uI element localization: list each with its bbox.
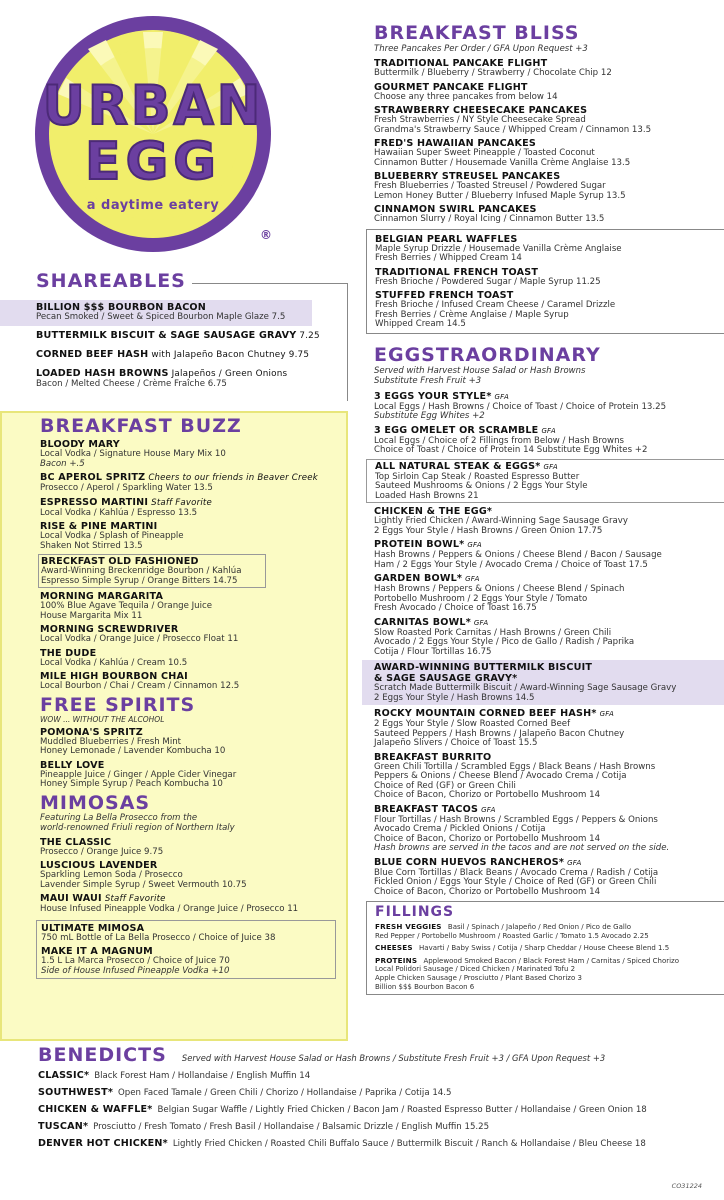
list-item — [40, 727, 346, 757]
item-note: Bacon +.5 — [40, 458, 85, 469]
free-spirits-title: FREE SPIRITS — [40, 693, 196, 716]
item-desc: Fresh Blueberries / Toasted Streusel / Powdered Sugar — [374, 181, 606, 191]
list-item — [40, 648, 346, 669]
item-desc: House Margarita Mix 11 — [40, 610, 143, 621]
item-desc: Choice of Bacon, Chorizo or Portobello Mushroom 14 — [374, 790, 601, 800]
list-item — [40, 521, 346, 551]
fillings-box — [366, 901, 724, 995]
list-item — [40, 860, 346, 890]
item-inline-desc: Jalapeños / Green Onions — [171, 368, 288, 379]
mimosas-bottle-box — [36, 920, 336, 980]
filling-label: FRESH VEGGIES — [375, 922, 442, 931]
item-desc: Green Chili Tortilla / Scrambled Eggs / Black Beans / Hash Browns — [374, 761, 656, 772]
item-name: ESPRESSO MARTINI — [40, 496, 149, 508]
item-desc: Cotija / Flour Tortillas 16.75 — [374, 646, 492, 657]
item-desc: Bacon / Melted Cheese / Crème Fraîche 6.75 — [36, 378, 227, 389]
list-item — [0, 361, 352, 390]
filling-text: Basil / Spinach / Jalapeño / Red Onion / Pico de Gallo — [447, 923, 632, 931]
item-desc: Espresso Simple Syrup / Orange Bitters 14.75 — [41, 575, 238, 586]
filling-text: Havarti / Baby Swiss / Cotija / Sharp Cheddar / House Cheese Blend 1.5 — [419, 944, 670, 953]
logo-wordmark-urban: URBAN — [42, 74, 264, 138]
item-desc: Fresh Brioche / Powdered Sugar / Maple Syrup 11.25 — [375, 276, 601, 287]
item-desc: Black Forest Ham / Hollandaise / English Muffin 14 — [94, 1071, 311, 1081]
item-name: MORNING SCREWDRIVER — [40, 624, 179, 635]
filling-label: CHEESES — [375, 943, 413, 953]
mimosas-subtitle: Featuring La Bella Prosecco from the — [40, 812, 198, 823]
item-name: TRADITIONAL PANCAKE FLIGHT — [374, 58, 548, 69]
item-desc: Whipped Cream 14.5 — [375, 319, 466, 329]
list-item — [362, 804, 724, 854]
list-item — [362, 857, 724, 898]
item-desc: Lemon Honey Butter / Blueberry Infused Maple Syrup 13.5 — [374, 190, 626, 201]
benedicts-list — [0, 1065, 724, 1153]
list-item — [38, 1119, 724, 1136]
list-item — [38, 1068, 724, 1085]
list-item — [38, 1102, 724, 1119]
item-desc: Sauteed Mushrooms & Onions / 2 Eggs Your Style — [375, 481, 588, 491]
item-desc: Scratch Made Buttermilk Biscuit / Award-Winning Sage Sausage Gravy — [374, 683, 677, 693]
item-desc: Hash Browns / Peppers & Onions / Cheese Blend / Bacon / Sausage — [374, 550, 662, 560]
item-name: THE DUDE — [40, 647, 97, 659]
logo-registered-mark: ® — [260, 228, 272, 242]
item-desc: 2 Eggs Your Style / Hash Browns 14.5 — [374, 692, 535, 703]
list-item — [362, 617, 724, 658]
list-item — [40, 893, 346, 915]
item-desc: Avocado Crema / Pickled Onions / Cotija — [374, 824, 546, 834]
item-name: BLUE CORN HUEVOS RANCHEROS* — [374, 856, 565, 868]
benedicts-section — [0, 1044, 724, 1190]
item-name: RISE & PINE MARTINI — [40, 521, 158, 532]
item-desc: Fresh Berries / Crème Anglaise / Maple Syrup — [375, 309, 569, 320]
item-desc: Maple Syrup Drizzle / Housemade Vanilla Crème Anglaise — [375, 243, 622, 254]
eggstraordinary-list — [362, 391, 724, 898]
item-note: Side of House Infused Pineapple Vodka +10 — [41, 965, 230, 976]
item-desc: Local Vodka / Orange Juice / Prosecco Float 11 — [40, 634, 239, 644]
list-item — [374, 138, 724, 168]
item-desc: Lavender Simple Syrup / Sweet Vermouth 10.75 — [40, 879, 247, 890]
item-name: GOURMET PANCAKE FLIGHT — [374, 81, 528, 93]
item-desc: Cinnamon Slurry / Royal Icing / Cinnamon Butter 13.5 — [374, 214, 605, 224]
item-name: BLOODY MARY — [40, 439, 120, 450]
eggstraordinary-subtitle: Substitute Fresh Fruit +3 — [374, 375, 482, 386]
breakfast-bliss-list — [374, 58, 724, 225]
item-name: LOADED HASH BROWNS — [36, 367, 169, 379]
item-name: BREAKFAST TACOS — [374, 803, 479, 815]
item-name: BC APEROL SPRITZ — [40, 472, 146, 483]
benedicts-title: BENEDICTS — [38, 1044, 167, 1066]
drinks-panel — [0, 411, 348, 1041]
item-desc: 100% Blue Agave Tequila / Orange Juice — [40, 601, 212, 611]
item-desc: Fresh Avocado / Choice of Toast 16.75 — [374, 603, 537, 613]
list-item — [375, 267, 724, 288]
item-desc: Honey Lemonade / Lavender Kombucha 10 — [40, 746, 226, 756]
item-desc: Local Vodka / Signature House Mary Mix 10 — [40, 449, 226, 459]
filling-label: PROTEINS — [375, 955, 418, 965]
filling-text: Red Pepper / Portobello Mushroom / Roasted Garlic / Tomato 1.5 Avocado 2.25 — [375, 931, 649, 940]
list-item — [366, 459, 724, 504]
item-name: MAUI WAUI — [40, 893, 102, 904]
item-desc: Sparkling Lemon Soda / Prosecco — [40, 870, 183, 880]
item-desc: Slow Roasted Pork Carnitas / Hash Browns / Green Chili — [374, 627, 612, 638]
item-name: BILLION $$$ BOURBON BACON — [36, 302, 207, 313]
item-desc: Shaken Not Stirred 13.5 — [40, 540, 143, 551]
gfa-badge: GFA — [465, 575, 480, 583]
item-note: Hash browns are served in the tacos and are not served on the side. — [374, 843, 670, 853]
item-name: 3 EGG OMELET OR SCRAMBLE — [374, 424, 539, 436]
item-desc: Open Faced Tamale / Green Chili / Chorizo / Hollandaise / Paprika / Cotija 14.5 — [118, 1088, 452, 1098]
item-name: BRECKFAST OLD FASHIONED — [41, 556, 199, 567]
item-desc: Belgian Sugar Waffle / Lightly Fried Chicken / Bacon Jam / Roasted Espresso Butter / Hollandaise / Green Onion 18 — [157, 1105, 647, 1115]
item-name: BELGIAN PEARL WAFFLES — [375, 233, 518, 245]
item-name: SOUTHWEST* — [38, 1087, 114, 1098]
list-item — [40, 837, 346, 858]
item-name: BLUEBERRY STREUSEL PANCAKES — [374, 171, 561, 182]
free-spirits-subtitle: WOW ... WITHOUT THE ALCOHOL — [40, 714, 165, 724]
item-name: TRADITIONAL FRENCH TOAST — [375, 266, 539, 278]
item-desc: Fresh Strawberries / NY Style Cheesecake Spread — [374, 115, 586, 125]
item-desc: Local Bourbon / Chai / Cream / Cinnamon 12.5 — [40, 681, 240, 691]
item-name: THE CLASSIC — [40, 836, 112, 848]
item-name: MAKE IT A MAGNUM — [41, 946, 153, 957]
item-tagline: Staff Favorite — [151, 497, 212, 508]
item-name: & SAGE SAUSAGE GRAVY* — [374, 673, 518, 684]
gfa-badge: GFA — [543, 462, 558, 471]
item-name: GARDEN BOWL* — [374, 573, 463, 584]
item-desc: Grandma's Strawberry Sauce / Whipped Cream / Cinnamon 13.5 — [374, 124, 652, 135]
gfa-badge: GFA — [494, 392, 509, 401]
list-item — [362, 660, 724, 705]
item-name: DENVER HOT CHICKEN* — [38, 1138, 168, 1149]
list-item — [362, 425, 724, 456]
item-name: CHICKEN & THE EGG* — [374, 506, 493, 517]
item-desc: Choice of Toast / Choice of Protein 14 Substitute Egg Whites +2 — [374, 445, 648, 455]
item-name: ALL NATURAL STEAK & EGGS* — [375, 460, 541, 472]
gfa-badge: GFA — [599, 710, 615, 718]
list-item — [374, 204, 724, 225]
logo — [28, 14, 278, 254]
item-desc: Prosecco / Orange Juice 9.75 — [40, 846, 164, 857]
item-inline-desc: with Jalapeño Bacon Chutney 9.75 — [151, 349, 310, 360]
gfa-badge: GFA — [541, 426, 556, 435]
item-name: MORNING MARGARITA — [40, 591, 164, 602]
logo-wordmark-egg: EGG — [85, 132, 221, 192]
list-item — [38, 1085, 724, 1102]
item-desc: Pecan Smoked / Sweet & Spiced Bourbon Maple Glaze 7.5 — [36, 312, 286, 322]
list-item — [38, 1136, 724, 1153]
item-price: 7.25 — [299, 330, 320, 341]
list-item — [0, 300, 312, 326]
item-desc: Sauteed Peppers / Hash Browns / Jalapeño Bacon Chutney — [374, 728, 625, 739]
item-desc: Portobello Mushroom / 2 Eggs Your Style / Tomato — [374, 593, 588, 604]
item-desc: Choice of Red (GF) or Green Chili — [374, 780, 516, 791]
item-desc: House Infused Pineapple Vodka / Orange Juice / Prosecco 11 — [40, 904, 299, 914]
item-desc: Cinnamon Butter / Housemade Vanilla Crème Anglaise 13.5 — [374, 157, 631, 168]
item-name: PROTEIN BOWL* — [374, 539, 465, 550]
filling-row — [375, 957, 724, 991]
item-name: ROCKY MOUNTAIN CORNED BEEF HASH* — [374, 708, 597, 719]
list-item — [375, 234, 724, 264]
item-desc: Local Vodka / Splash of Pineapple — [40, 531, 184, 541]
item-desc: Jalapeño Slivers / Choice of Toast 15.5 — [374, 738, 538, 748]
item-name: MILE HIGH BOURBON CHAI — [40, 671, 188, 682]
gfa-badge: GFA — [467, 541, 482, 549]
item-desc: Muddled Blueberries / Fresh Mint — [40, 736, 182, 747]
benedicts-subtitle: Served with Harvest House Salad or Hash Browns / Substitute Fresh Fruit +3 / GFA Upon Request +3 — [181, 1053, 606, 1063]
item-desc: Choice of Bacon, Chorizo or Portobello Mushroom 14 — [374, 886, 601, 897]
shareables-title: SHAREABLES — [36, 270, 186, 292]
item-desc: Choice of Bacon, Chorizo or Portobello Mushroom 14 — [374, 833, 601, 844]
item-desc: Top Sirloin Cap Steak / Roasted Espresso Butter — [375, 471, 580, 482]
item-desc: Local Vodka / Kahlúa / Espresso 13.5 — [40, 507, 198, 518]
list-item-featured — [38, 554, 266, 588]
item-desc: Avocado / 2 Eggs Your Style / Pico de Gallo / Radish / Paprika — [374, 637, 635, 647]
item-desc: 2 Eggs Your Style / Hash Browns / Green Onion 17.75 — [374, 525, 603, 536]
item-name: STRAWBERRY CHEESECAKE PANCAKES — [374, 105, 588, 116]
list-item — [41, 923, 332, 944]
item-desc: Fresh Berries / Whipped Cream 14 — [375, 253, 522, 263]
item-desc: Local Eggs / Hash Browns / Choice of Toast / Choice of Protein 13.25 — [374, 401, 667, 412]
item-desc: Prosecco / Aperol / Sparkling Water 13.5 — [40, 483, 213, 493]
item-desc: Local Eggs / Choice of 2 Fillings from Below / Hash Browns — [374, 435, 624, 446]
list-item — [0, 342, 352, 361]
filling-row — [375, 923, 724, 940]
list-item — [0, 326, 352, 342]
list-item — [40, 624, 346, 645]
item-desc: Lightly Fried Chicken / Roasted Chili Buffalo Sauce / Buttermilk Biscuit / Ranch & Hollandaise / Bleu Cheese 18 — [172, 1139, 646, 1149]
mimosas-title: MIMOSAS — [40, 791, 151, 814]
item-desc: Fresh Brioche / Infused Cream Cheese / Caramel Drizzle — [375, 300, 616, 310]
list-item — [40, 760, 346, 790]
item-desc: Buttermilk / Blueberry / Strawberry / Chocolate Chip 12 — [374, 68, 612, 78]
breakfast-buzz-title: BREAKFAST BUZZ — [40, 415, 242, 437]
shareables-rule-vertical — [347, 283, 348, 401]
item-desc: Award-Winning Breckenridge Bourbon / Kahlúa — [41, 566, 242, 576]
item-name: AWARD-WINNING BUTTERMILK BISCUIT — [374, 662, 593, 673]
list-item — [362, 573, 724, 614]
waffles-toast-box — [366, 229, 724, 334]
item-name: BREAKFAST BURRITO — [374, 751, 492, 763]
logo-tagline: a daytime eatery — [86, 198, 220, 213]
item-name: FRED'S HAWAIIAN PANCAKES — [374, 138, 536, 149]
gfa-badge: GFA — [481, 805, 496, 814]
list-item — [374, 105, 724, 135]
list-item — [362, 506, 724, 536]
item-name: CHICKEN & WAFFLE* — [38, 1104, 153, 1115]
item-desc: Peppers & Onions / Cheese Blend / Avocado Crema / Cotija — [374, 771, 627, 781]
item-desc: Lightly Fried Chicken / Award-Winning Sage Sausage Gravy — [374, 516, 628, 526]
shareables-section — [0, 268, 352, 389]
gfa-badge: GFA — [473, 618, 489, 627]
item-desc: Fickled Onion / Eggs Your Style / Choice of Red (GF) or Green Chili — [374, 877, 657, 887]
list-item — [362, 539, 724, 570]
eggstraordinary-title: EGGSTRAORDINARY — [374, 343, 601, 366]
item-desc: Blue Corn Tortillas / Black Beans / Avocado Crema / Radish / Cotija — [374, 867, 659, 878]
item-desc: Hawaiian Super Sweet Pineapple / Toasted Coconut — [374, 148, 595, 158]
item-desc: Local Vodka / Kahlúa / Cream 10.5 — [40, 657, 188, 668]
item-name: TUSCAN* — [38, 1121, 89, 1132]
list-item — [374, 171, 724, 201]
list-item — [40, 671, 346, 692]
item-desc: Choose any three pancakes from below 14 — [374, 91, 558, 102]
item-name: BUTTERMILK BISCUIT & SAGE SAUSAGE GRAVY — [36, 329, 297, 341]
breakfast-bliss-subtitle: Three Pancakes Per Order / GFA Upon Request +3 — [374, 44, 588, 54]
gfa-badge: GFA — [567, 858, 582, 867]
item-name: BELLY LOVE — [40, 759, 105, 771]
fillings-title: FILLINGS — [375, 904, 455, 920]
list-item — [40, 472, 346, 494]
list-item — [40, 439, 346, 469]
list-item — [374, 82, 724, 103]
item-tagline: Staff Favorite — [104, 894, 166, 904]
item-tagline: Cheers to our friends in Beaver Creek — [148, 473, 318, 483]
item-name: CARNITAS BOWL* — [374, 616, 471, 628]
item-desc: Pineapple Juice / Ginger / Apple Cider Vinegar — [40, 769, 237, 780]
item-desc: Loaded Hash Browns 21 — [375, 490, 479, 501]
filling-text: Local Polidori Sausage / Diced Chicken / Marinated Tofu 2 — [375, 965, 576, 974]
filling-text: Billion $$$ Bourbon Bacon 6 — [375, 982, 475, 991]
item-name: CLASSIC* — [38, 1070, 90, 1081]
shareables-rule — [192, 283, 348, 284]
list-item — [362, 752, 724, 801]
item-desc: 750 mL Bottle of La Bella Prosecco / Choice of Juice 38 — [41, 932, 276, 943]
item-name: POMONA'S SPRITZ — [40, 726, 143, 738]
item-desc: Flour Tortillas / Hash Browns / Scrambled Eggs / Peppers & Onions — [374, 814, 658, 825]
item-desc: Ham / 2 Eggs Your Style / Avocado Crema / Choice of Toast 17.5 — [374, 559, 648, 570]
mimosas-subtitle: world-renowned Friuli region of Northern Italy — [40, 822, 235, 833]
shareables-list — [0, 296, 352, 389]
list-item — [374, 58, 724, 79]
item-name: LUSCIOUS LAVENDER — [40, 860, 158, 871]
eggstraordinary-subtitle: Served with Harvest House Salad or Hash Browns — [374, 365, 586, 376]
right-column — [362, 24, 724, 995]
list-item — [362, 708, 724, 749]
item-desc: Honey Simple Syrup / Peach Kombucha 10 — [40, 779, 223, 789]
item-desc: 2 Eggs Your Style / Slow Roasted Corned Beef — [374, 719, 571, 729]
filling-text: Applewood Smoked Bacon / Black Forest Ham / Carnitas / Spiced Chorizo — [423, 956, 680, 965]
list-item — [375, 290, 724, 330]
filling-text: Apple Chicken Sausage / Prosciutto / Plant Based Chorizo 3 — [375, 973, 582, 982]
filling-row — [375, 944, 724, 953]
item-desc: Hash Browns / Peppers & Onions / Cheese Blend / Spinach — [374, 584, 625, 594]
item-name: STUFFED FRENCH TOAST — [375, 290, 514, 301]
list-item — [362, 391, 724, 422]
item-name: CINNAMON SWIRL PANCAKES — [374, 204, 537, 215]
breakfast-bliss-title: BREAKFAST BLISS — [374, 22, 580, 44]
item-note: Substitute Egg Whites +2 — [374, 411, 485, 421]
list-item — [41, 946, 332, 976]
item-desc: Prosciutto / Fresh Tomato / Fresh Basil / Hollandaise / Balsamic Drizzle / English Muffin 15.25 — [93, 1122, 490, 1132]
list-item — [40, 591, 346, 621]
list-item — [40, 497, 346, 519]
menu-code: CO31224 — [671, 1182, 702, 1190]
item-name: 3 EGGS YOUR STYLE* — [374, 390, 492, 402]
item-name: CORNED BEEF HASH — [36, 348, 149, 360]
item-desc: 1.5 L La Marca Prosecco / Choice of Juice 70 — [41, 956, 230, 966]
item-name: ULTIMATE MIMOSA — [41, 922, 145, 934]
